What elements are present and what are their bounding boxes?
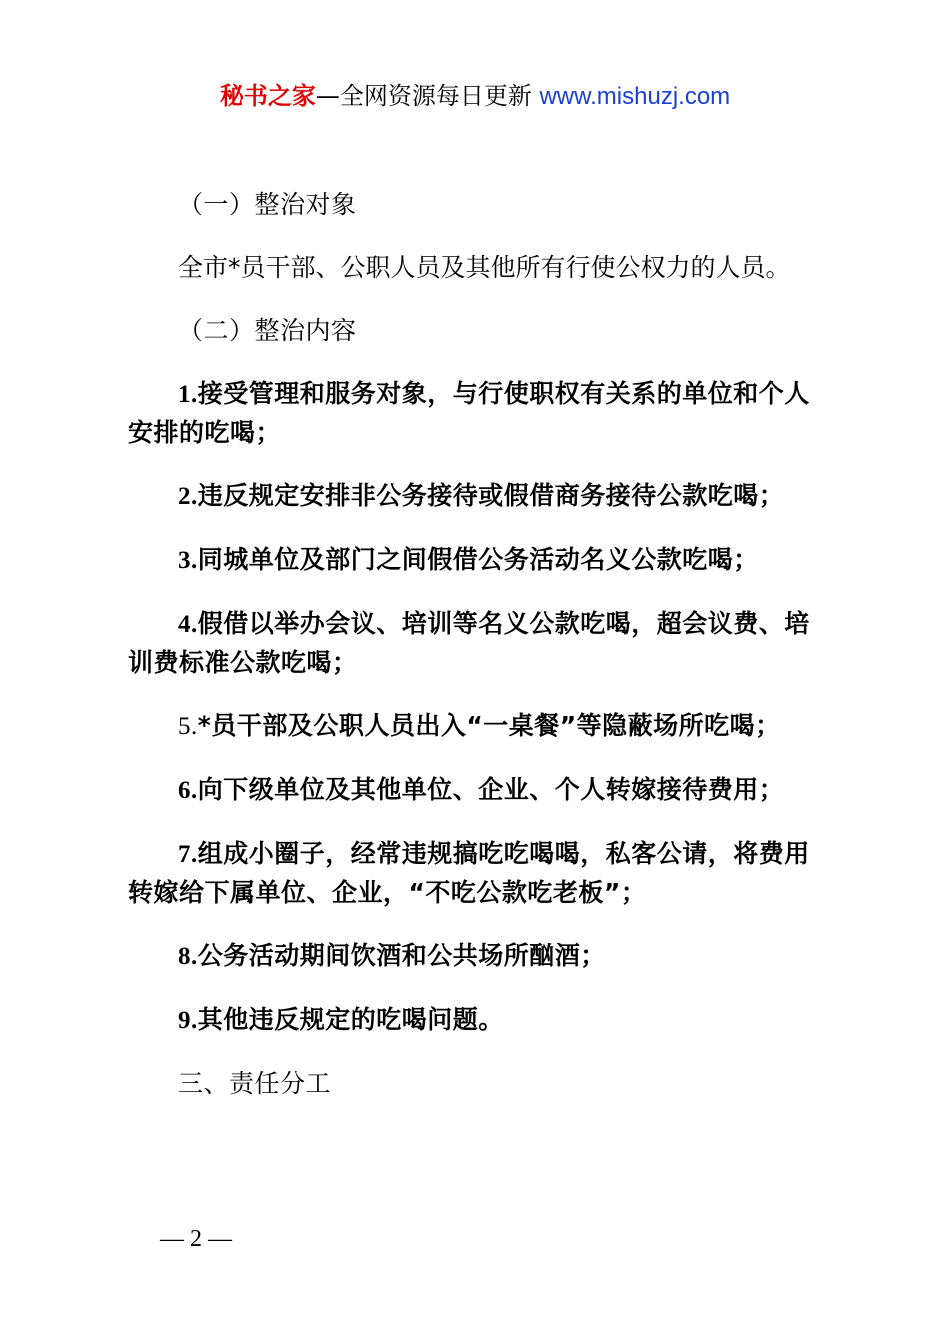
- item-text: 公务活动期间饮酒和公共场所酗酒；: [197, 941, 606, 970]
- item-text: *员干部及公职人员出入“一桌餐”等隐蔽场所吃喝；: [197, 711, 781, 740]
- item-number: 2.: [178, 483, 198, 510]
- item-text: 假借以举办会议、培训等名义公款吃喝，超会议费、培训费标准公款吃喝；: [128, 609, 810, 677]
- list-item: [128, 1001, 834, 1040]
- item-number: 4.: [178, 611, 198, 638]
- targets-paragraph: 全市*员干部、公职人员及其他所有行使公权力的人员。: [178, 253, 791, 282]
- list-item: [128, 477, 834, 516]
- watermark-header: [0, 80, 950, 113]
- document-body: [128, 186, 834, 1128]
- list-item: [128, 375, 834, 452]
- item-number: 7.: [178, 841, 198, 868]
- item-text: 违反规定安排非公务接待或假借商务接待公款吃喝；: [197, 481, 785, 510]
- item-number: 3.: [178, 547, 198, 574]
- item-text: 向下级单位及其他单位、企业、个人转嫁接待费用；: [197, 775, 785, 804]
- brand-name: 秘书之家: [219, 82, 316, 110]
- section-heading-responsibility: 三、责任分工: [178, 1069, 332, 1098]
- item-number: 5.: [178, 713, 198, 740]
- item-text: 接受管理和服务对象，与行使职权有关系的单位和个人安排的吃喝；: [128, 379, 810, 447]
- subheading-contents: （二）整治内容: [178, 316, 357, 345]
- item-number: 9.: [178, 1007, 198, 1034]
- list-item: [128, 937, 834, 976]
- item-text: 同城单位及部门之间假借公务活动名义公款吃喝；: [197, 545, 759, 574]
- list-item: [128, 771, 834, 810]
- header-url[interactable]: www.mishuzj.com: [539, 83, 731, 110]
- header-tagline: —全网资源每日更新: [315, 82, 532, 110]
- page-number: — 2 —: [160, 1226, 232, 1252]
- list-item: [128, 707, 834, 746]
- list-item: [128, 541, 834, 580]
- item-text: 其他违反规定的吃喝问题。: [197, 1005, 504, 1034]
- list-item: [128, 605, 834, 682]
- list-item: [128, 835, 834, 912]
- item-number: 6.: [178, 777, 198, 804]
- item-text: 组成小圈子，经常违规搞吃吃喝喝，私客公请，将费用转嫁给下属单位、企业，“不吃公款吃老板”；: [128, 839, 810, 907]
- item-number: 1.: [178, 381, 198, 408]
- item-number: 8.: [178, 943, 198, 970]
- subheading-targets: （一）整治对象: [178, 190, 357, 219]
